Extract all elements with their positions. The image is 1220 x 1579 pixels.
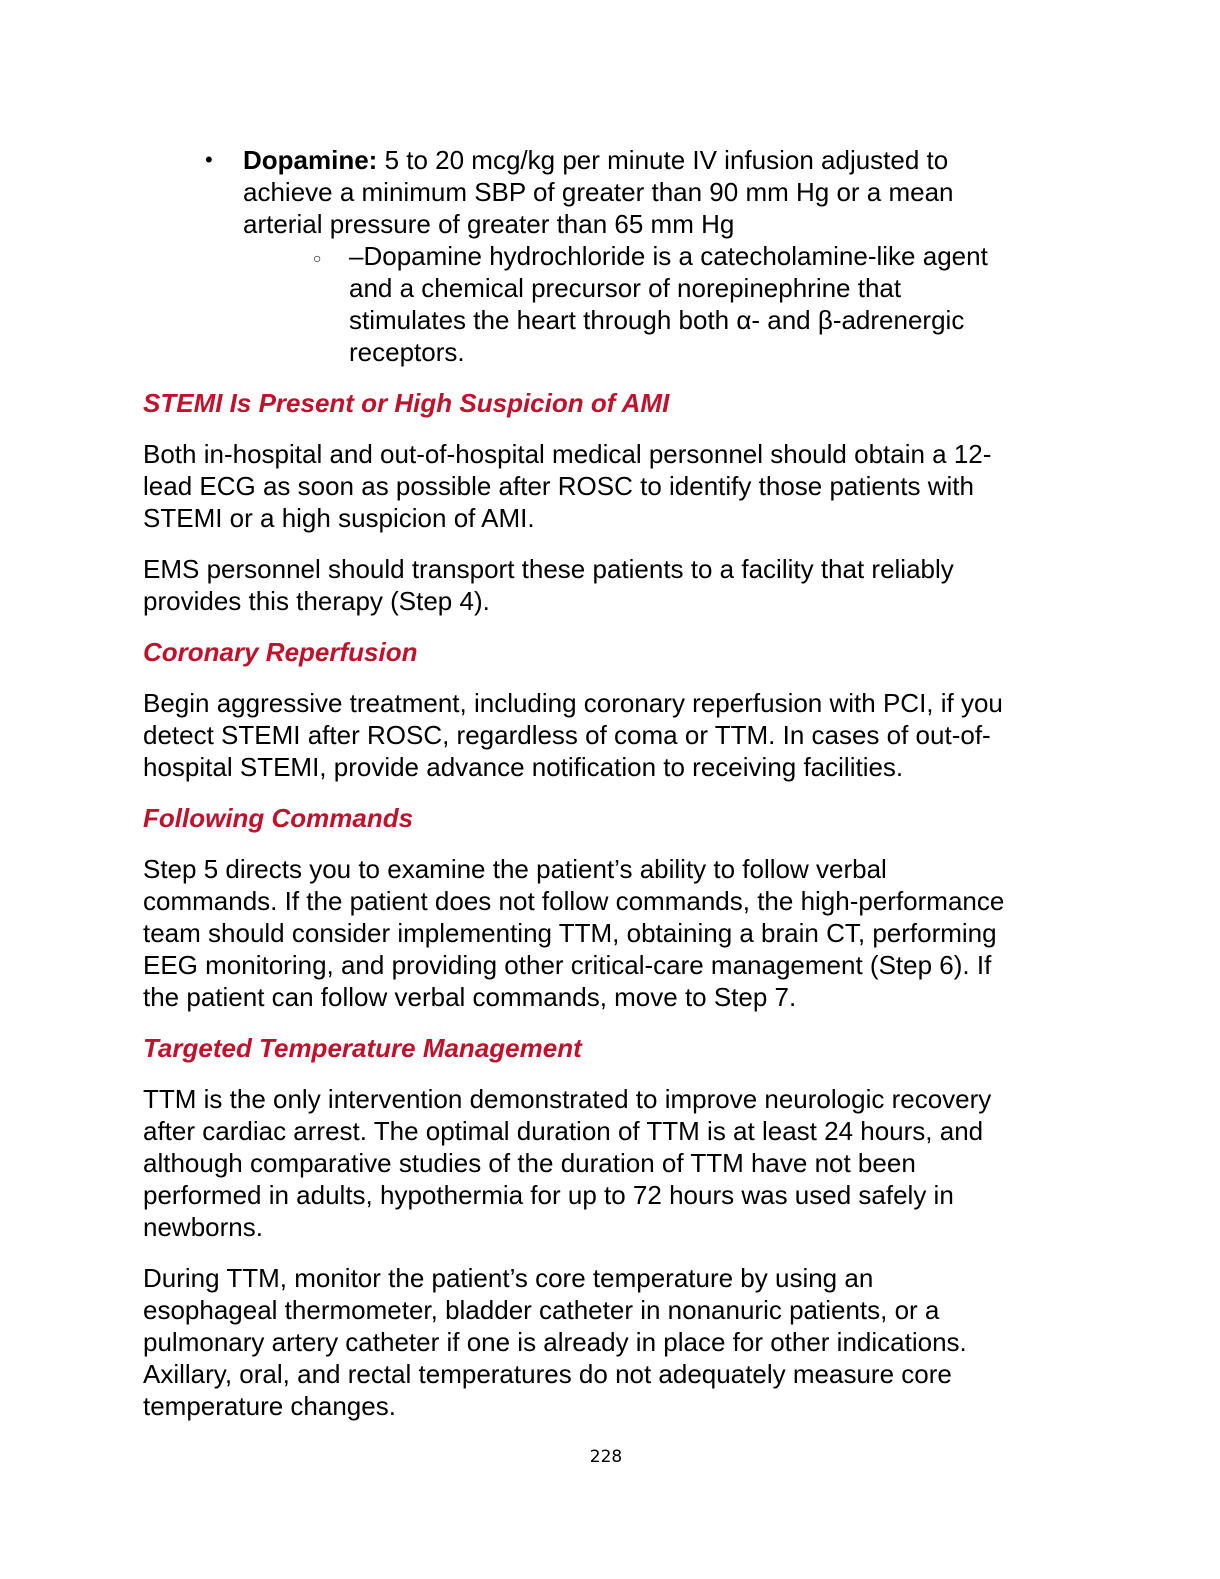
paragraph	[143, 553, 1083, 617]
page-content	[143, 144, 1083, 1441]
section-heading: Following Commands	[143, 803, 414, 833]
sub-bullet-item	[143, 240, 1083, 368]
paragraph-line: Begin aggressive treatment, including coronary reperfusion with PCI, if you	[143, 688, 1003, 718]
bullet-text-line: achieve a minimum SBP of greater than 90 mm Hg or a mean	[243, 177, 954, 207]
sub-bullet-text-line: –Dopamine hydrochloride is a catecholamine-like agent	[349, 241, 988, 271]
paragraph-line: pulmonary artery catheter if one is already in place for other indications.	[143, 1327, 967, 1357]
paragraph	[143, 853, 1083, 1013]
bullet-item-dopamine	[143, 144, 1083, 240]
bullet-icon: •	[205, 147, 213, 172]
sub-bullet-text-line: stimulates the heart through both α- and β-adrenergic	[349, 305, 965, 335]
paragraph-line: performed in adults, hypothermia for up to 72 hours was used safely in	[143, 1180, 954, 1210]
paragraph	[143, 438, 1083, 534]
paragraph-line: During TTM, monitor the patient’s core temperature by using an	[143, 1263, 874, 1293]
paragraph-line: newborns.	[143, 1212, 263, 1242]
paragraph-line: esophageal thermometer, bladder catheter in nonanuric patients, or a	[143, 1295, 940, 1325]
sections	[143, 387, 1083, 1422]
sub-bullet-text-line: receptors.	[349, 337, 465, 367]
section-heading: STEMI Is Present or High Suspicion of AMI	[143, 388, 670, 418]
paragraph-line: provides this therapy (Step 4).	[143, 586, 490, 616]
section-heading: Coronary Reperfusion	[143, 637, 418, 667]
page-number: 228	[589, 1447, 623, 1467]
paragraph-line: after cardiac arrest. The optimal duration of TTM is at least 24 hours, and	[143, 1116, 984, 1146]
paragraph-line: STEMI or a high suspicion of AMI.	[143, 503, 535, 533]
term-label: Dopamine:	[243, 145, 378, 175]
paragraph-line: EEG monitoring, and providing other critical-care management (Step 6). If	[143, 950, 992, 980]
paragraph-line: lead ECG as soon as possible after ROSC to identify those patients with	[143, 471, 974, 501]
paragraph-line: temperature changes.	[143, 1391, 396, 1421]
paragraph-line: Both in-hospital and out-of-hospital medical personnel should obtain a 12-	[143, 439, 992, 469]
paragraph-line: team should consider implementing TTM, obtaining a brain CT, performing	[143, 918, 997, 948]
paragraph-line: Step 5 directs you to examine the patient’s ability to follow verbal	[143, 854, 887, 884]
paragraph	[143, 687, 1083, 783]
paragraph	[143, 1083, 1083, 1243]
hollow-circle-bullet-icon: ○	[313, 250, 322, 266]
paragraph-line: commands. If the patient does not follow commands, the high-performance	[143, 886, 1005, 916]
section-heading: Targeted Temperature Management	[143, 1033, 582, 1063]
bullet-text-line: arterial pressure of greater than 65 mm Hg	[243, 209, 735, 239]
paragraph-line: EMS personnel should transport these patients to a facility that reliably	[143, 554, 954, 584]
paragraph-line: although comparative studies of the duration of TTM have not been	[143, 1148, 916, 1178]
paragraph	[143, 1262, 1083, 1422]
paragraph-line: detect STEMI after ROSC, regardless of coma or TTM. In cases of out-of-	[143, 720, 991, 750]
paragraph-line: Axillary, oral, and rectal temperatures do not adequately measure core	[143, 1359, 952, 1389]
paragraph-line: TTM is the only intervention demonstrated to improve neurologic recovery	[143, 1084, 992, 1114]
paragraph-line: the patient can follow verbal commands, move to Step 7.	[143, 982, 797, 1012]
bullet-text-line: 5 to 20 mcg/kg per minute IV infusion adjusted to	[377, 145, 949, 175]
paragraph-line: hospital STEMI, provide advance notification to receiving facilities.	[143, 752, 904, 782]
sub-bullet-text-line: and a chemical precursor of norepinephrine that	[349, 273, 902, 303]
